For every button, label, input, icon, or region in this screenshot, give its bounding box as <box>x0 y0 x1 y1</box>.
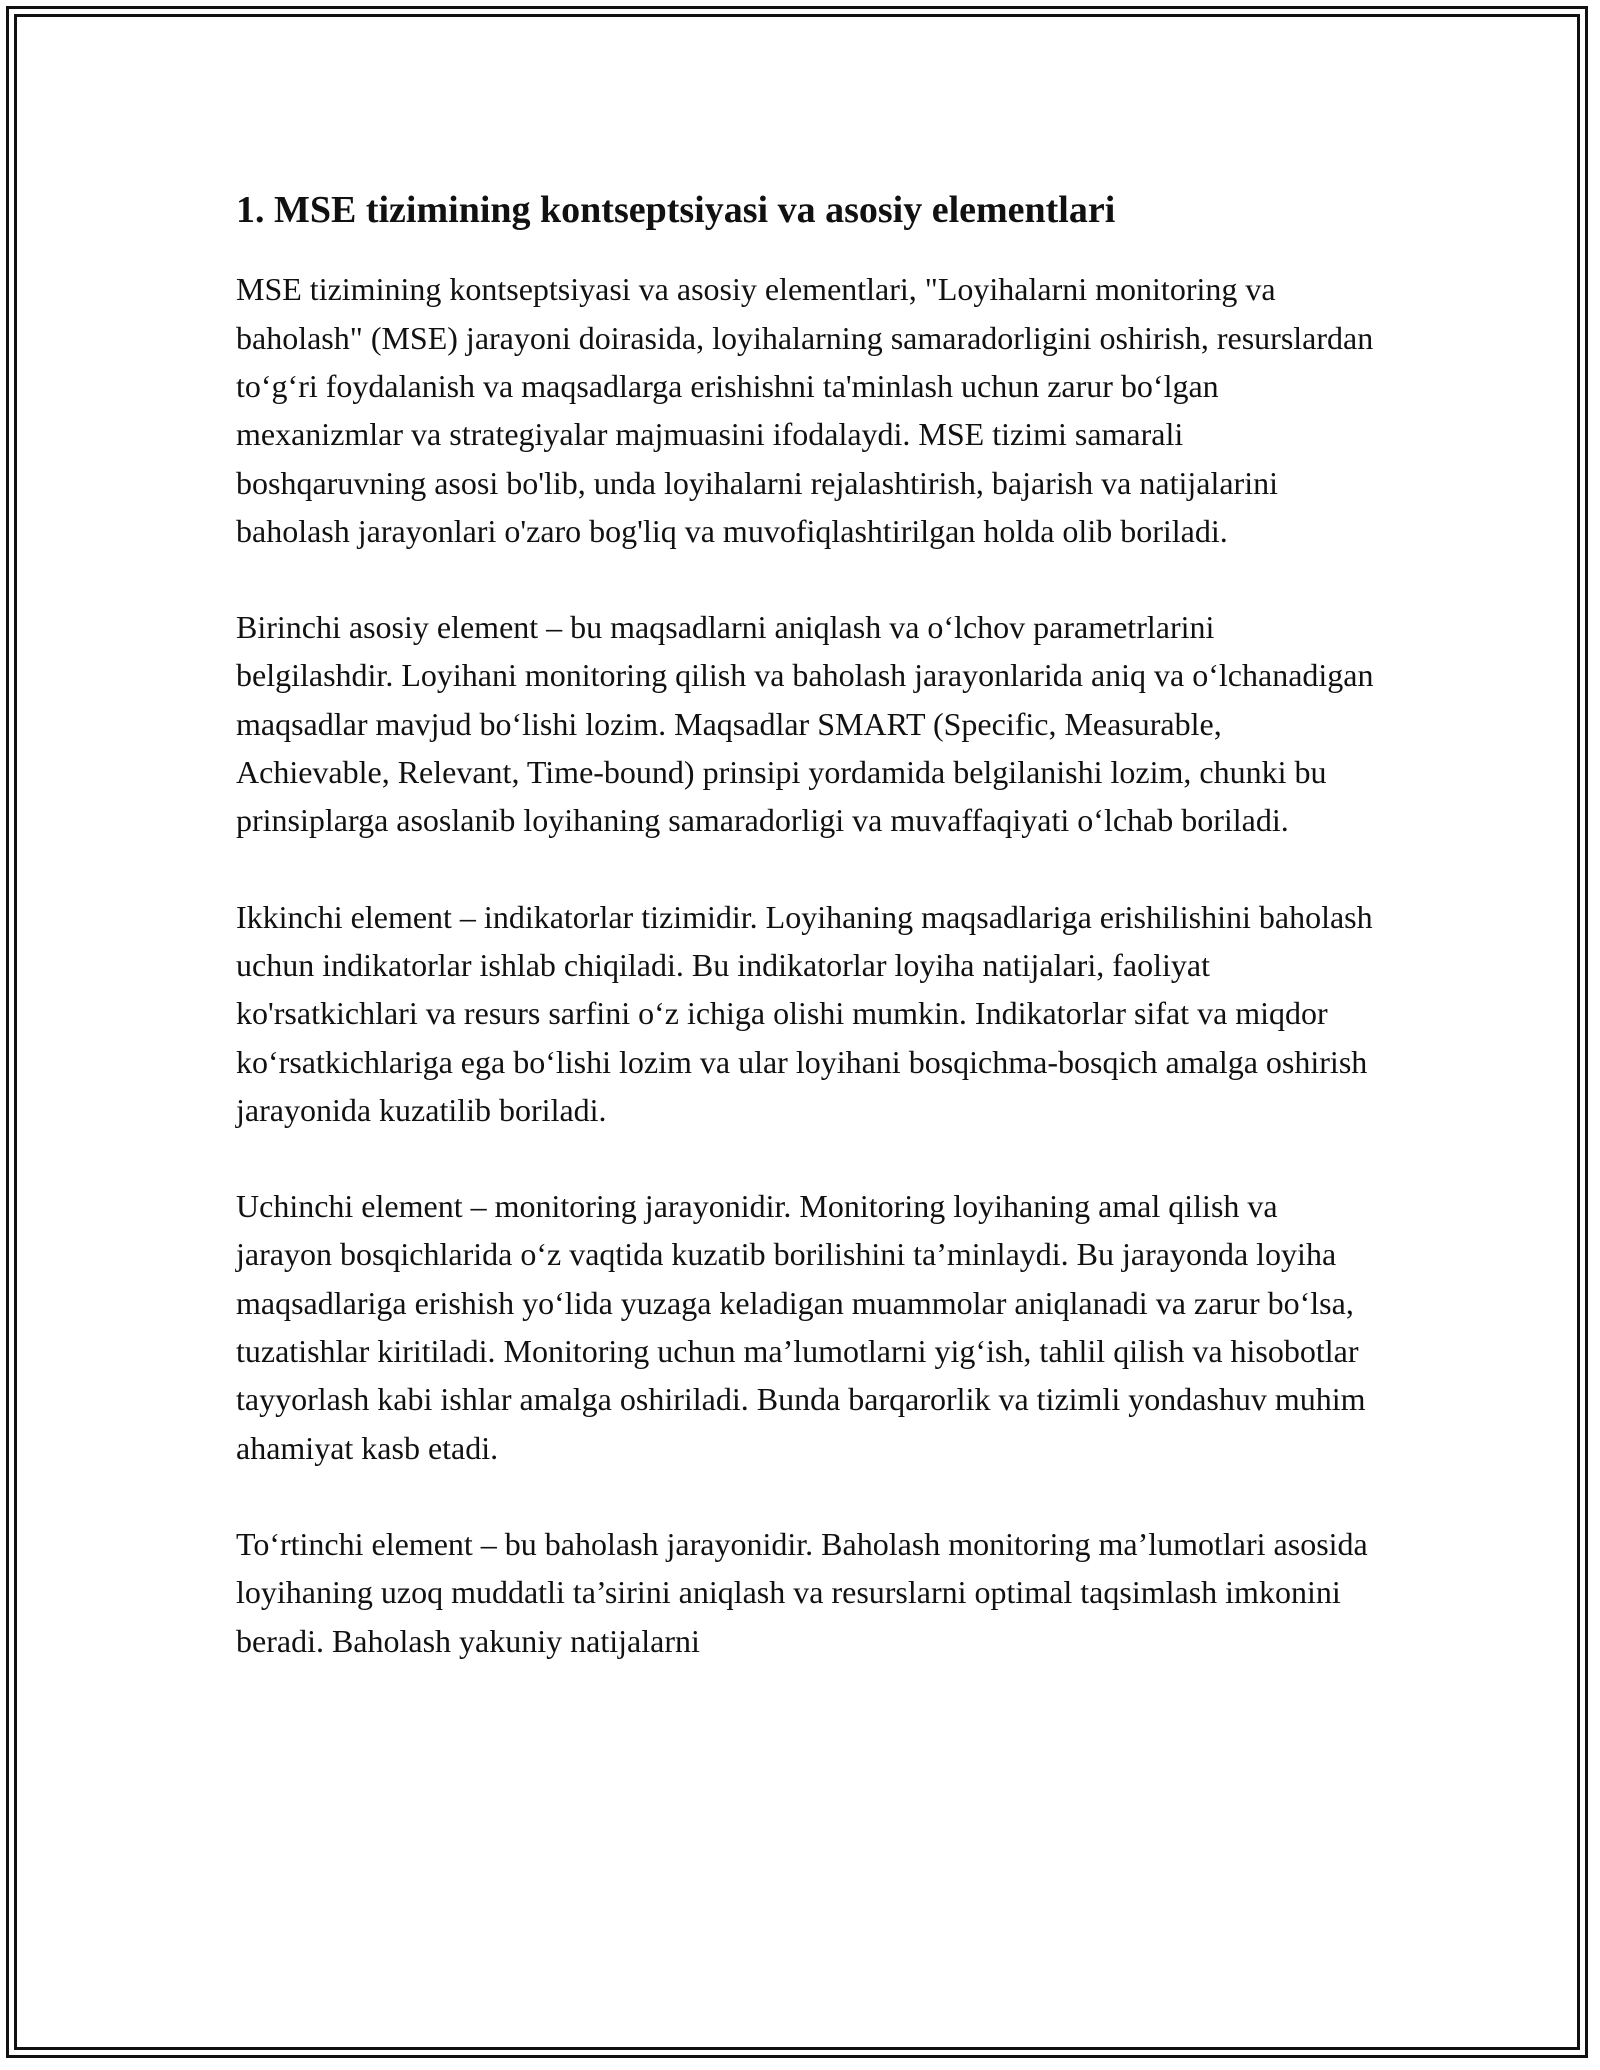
paragraph-fourth-element: To‘rtinchi element – bu baholash jarayonidir. Baholash monitoring ma’lumotlari asosida loyihaning uzoq muddatli ta’sirini aniqlash va resurslarni optimal taqsimlash imkonini beradi. Baholash yakuniy natijalarni <box>236 1525 1368 1659</box>
section-heading: 1. MSE tizimining kontseptsiyasi va asosiy elementlari <box>236 189 1116 231</box>
paragraph-third-element: Uchinchi element – monitoring jarayonidir. Monitoring loyihaning amal qilish va jarayon bosqichlarida o‘z vaqtida kuzatib borilishini ta’minlaydi. Bu jarayonda loyiha maqsadlariga erishish yo‘lida yuzaga keladigan muammolar aniqlanadi va zarur bo‘lsa, tuzatishlar kiritiladi. Monitoring uchun ma’lumotlarni yig‘ish, tahlil qilish va hisobotlar tayyorlash kabi ishlar amalga oshiriladi. Bunda barqarorlik va tizimli yondashuv muhim ahamiyat kasb etadi. <box>236 1188 1366 1466</box>
paragraph-intro: MSE tizimining kontseptsiyasi va asosiy elementlari, "Loyihalarni monitoring va baholash" (MSE) jarayoni doirasida, loyihalarning samaradorligini oshirish, resurslardan to‘g‘ri foydalanish va maqsadlarga erishishni ta'minlash uchun zarur bo‘lgan mexanizmlar va strategiyalar majmuasini ifodalaydi. MSE tizimi samarali boshqaruvning asosi bo'lib, unda loyihalarni rejalashtirish, bajarish va natijalarini baholash jarayonlari o'zaro bog'liq va muvofiqlashtirilgan holda olib boriladi. <box>236 271 1374 549</box>
paragraph-first-element: Birinchi asosiy element – bu maqsadlarni aniqlash va o‘lchov parametrlarini belgilashdir. Loyihani monitoring qilish va baholash jarayonlarida aniq va o‘lchanadigan maqsadlar mavjud bo‘lishi lozim. Maqsadlar SMART (Specific, Measurable, Achievable, Relevant, Time-bound) prinsipi yordamida belgilanishi lozim, chunki bu prinsiplarga asoslanib loyihaning samaradorligi va muvaffaqiyati o‘lchab boriladi. <box>236 609 1374 839</box>
document-body <box>236 186 1376 1713</box>
paragraph-second-element: Ikkinchi element – indikatorlar tizimidir. Loyihaning maqsadlariga erishilishini baholash uchun indikatorlar ishlab chiqiladi. Bu indikatorlar loyiha natijalari, faoliyat ko'rsatkichlari va resurs sarfini o‘z ichiga olishi mumkin. Indikatorlar sifat va miqdor ko‘rsatkichlariga ega bo‘lishi lozim va ular loyihani bosqichma-bosqich amalga oshirish jarayonida kuzatilib boriladi. <box>236 898 1373 1128</box>
